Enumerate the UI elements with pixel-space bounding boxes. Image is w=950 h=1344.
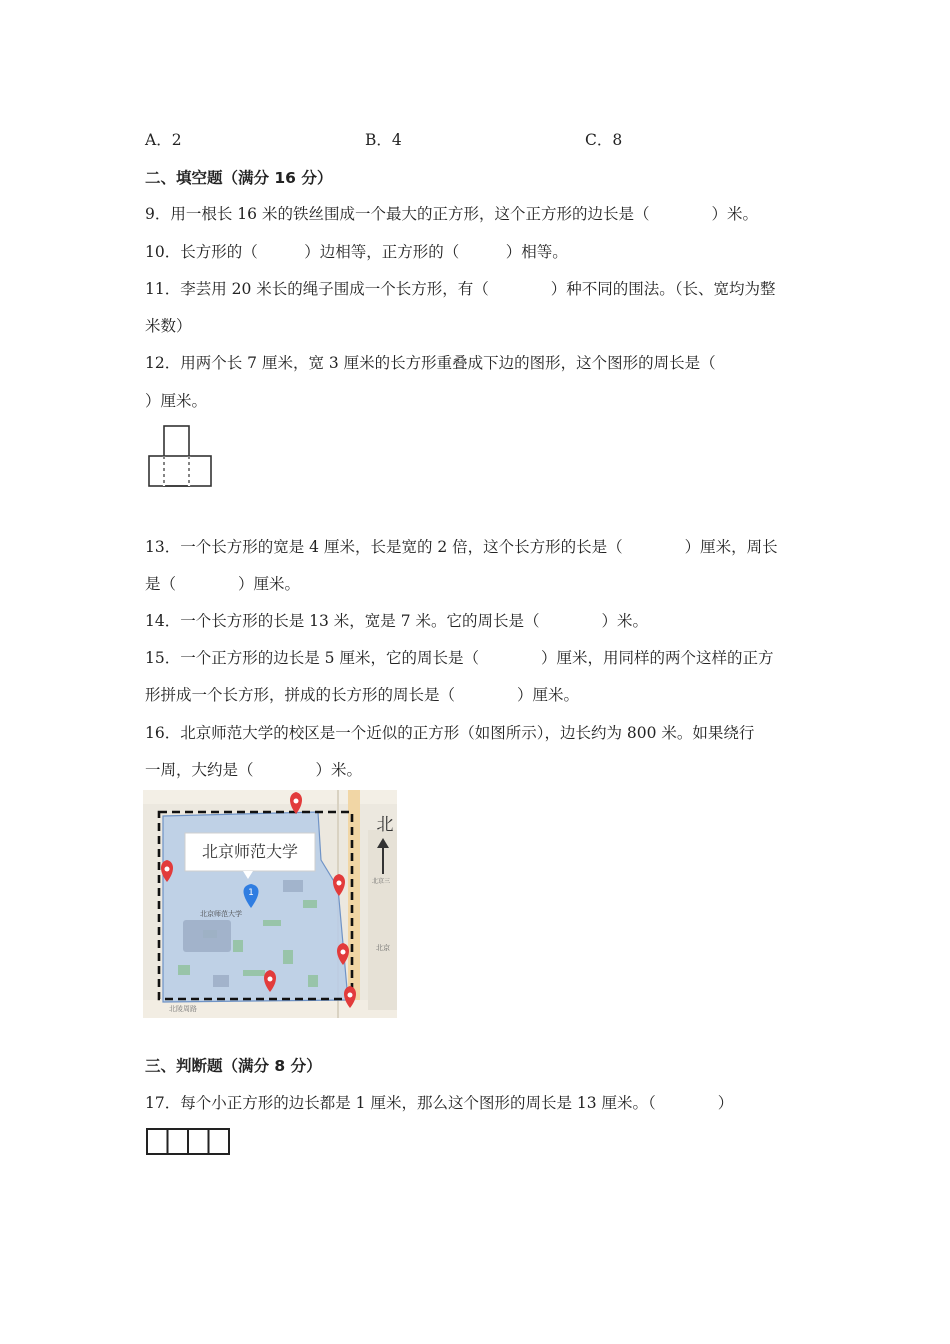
road-label-1: 北京三 (371, 878, 391, 885)
question-13-line1: 13．一个长方形的宽是 4 厘米，长是宽的 2 倍，这个长方形的长是（ ）厘米，周长 (145, 538, 778, 556)
section-title-judgment: 三、判断题（满分 8 分） (145, 1057, 322, 1075)
horizontal-rectangle (149, 456, 211, 486)
question-15-line1: 15．一个正方形的边长是 5 厘米，它的周长是（ ）厘米，用同样的两个这样的正方 (145, 649, 774, 667)
question-16-line1: 16．北京师范大学的校区是一个近似的正方形（如图所示），边长约为 800 米。如果绕行 (145, 724, 755, 742)
question-13-line2: 是（ ）厘米。 (145, 575, 301, 593)
option-c: C．8 (585, 131, 623, 149)
question-12-line1: 12．用两个长 7 厘米，宽 3 厘米的长方形重叠成下边的图形，这个图形的周长是（ (145, 354, 716, 372)
section-title-fill-blank: 二、填空题（满分 16 分） (145, 169, 333, 187)
bottom-road-label: 北陵周路 (169, 1005, 197, 1013)
campus-small-label: 北京师范大学 (200, 910, 242, 918)
question-14: 14．一个长方形的长是 13 米，宽是 7 米。它的周长是（ ）米。 (145, 612, 649, 630)
svg-text:1: 1 (248, 888, 254, 898)
question-11-line1: 11．李芸用 20 米长的绳子围成一个长方形，有（ ）种不同的围法。（长、宽均为整 (145, 280, 776, 298)
question-10: 10．长方形的（ ）边相等，正方形的（ ）相等。 (145, 243, 568, 261)
map-callout-text: 北京师范大学 (201, 842, 299, 861)
north-label: 北 (376, 815, 394, 835)
question-17: 17．每个小正方形的边长都是 1 厘米，那么这个图形的周长是 13 厘米。（ ） (145, 1094, 734, 1112)
option-b: B．4 (365, 131, 402, 149)
question-15-line2: 形拼成一个长方形，拼成的长方形的周长是（ ）厘米。 (145, 686, 580, 704)
road-label-2: 北京 (376, 944, 390, 952)
question-12-line2: ）厘米。 (145, 392, 208, 410)
option-a: A．2 (145, 131, 182, 149)
question-11-line2: 米数） (145, 317, 192, 335)
campus-map (143, 790, 397, 1018)
question-9: 9．用一根长 16 米的铁丝围成一个最大的正方形，这个正方形的边长是（ ）米。 (145, 205, 758, 223)
question-16-line2: 一周，大约是（ ）米。 (145, 761, 363, 779)
four-squares-figure (145, 1127, 231, 1157)
overlap-rectangles-figure (144, 422, 218, 492)
